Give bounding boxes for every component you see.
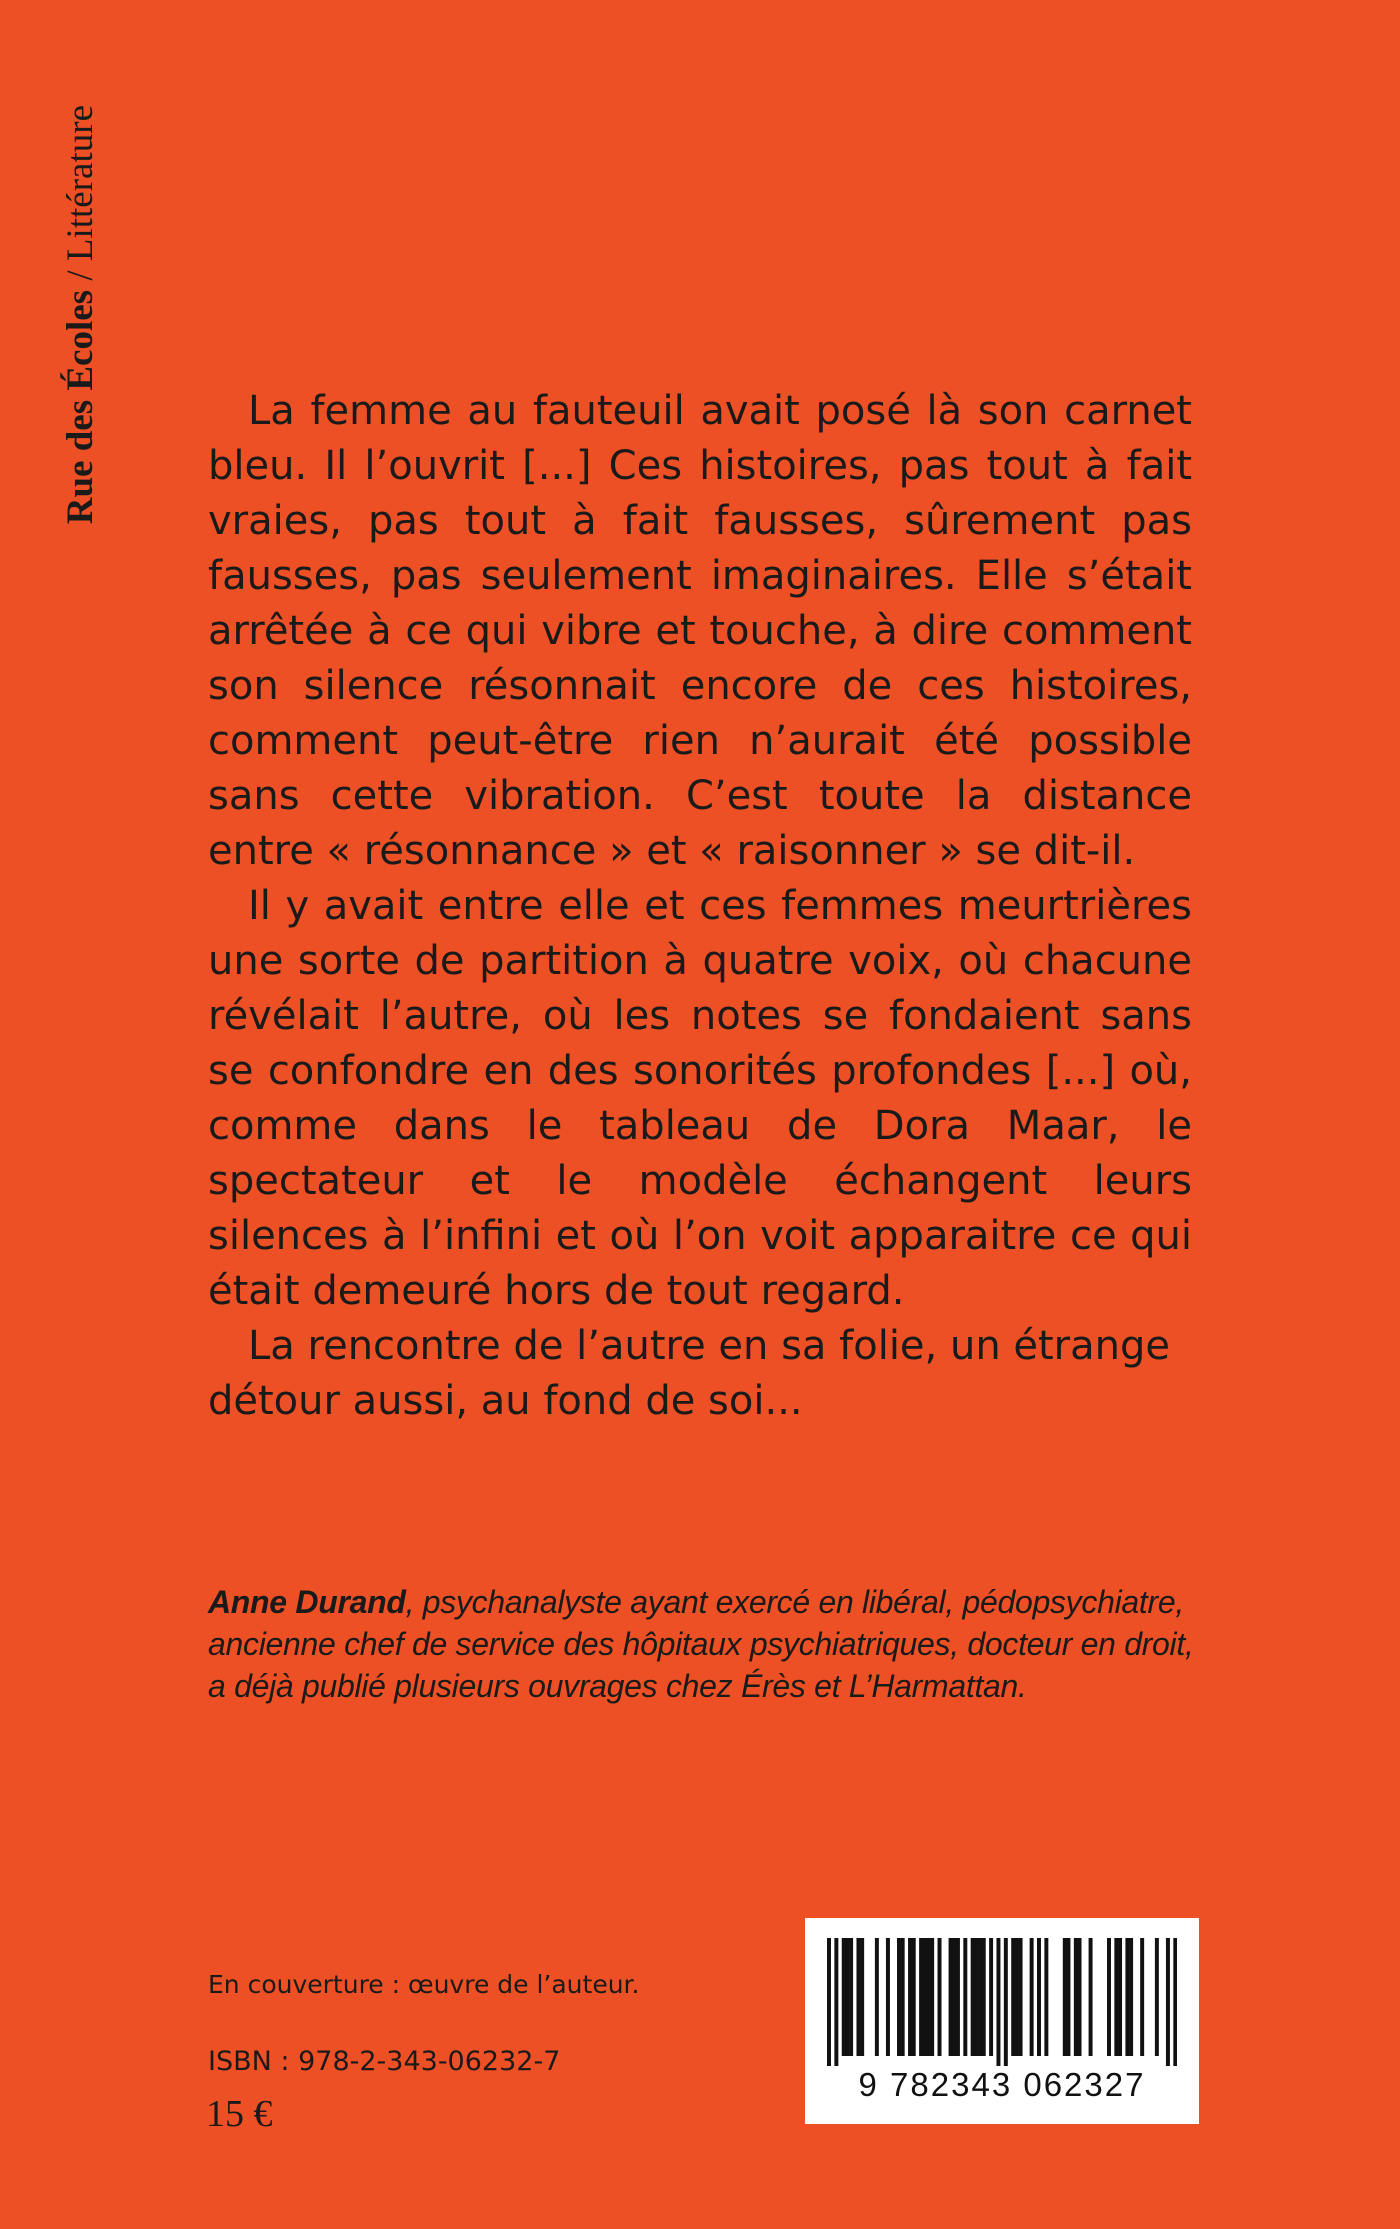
barcode — [805, 1918, 1199, 2124]
barcode-bar — [912, 1938, 916, 2056]
barcode-bar — [1125, 1938, 1129, 2056]
barcode-bar — [949, 1938, 953, 2056]
barcode-bar — [908, 1938, 912, 2056]
barcode-bars — [827, 1938, 1177, 2066]
blurb-paragraph-2: Il y avait entre elle et ces femmes meurtrières une sorte de partition à quatre voix, où chacune révélait l’autre, où les notes se fondaient sans se confondre en des sonorités profondes [...] où, comme dans le tableau de Dora Maar, le spectateur et le modèle échangent leurs silences à l’infini et où l’on voit apparaitre ce qui était demeuré hors de tout regard. — [208, 883, 1192, 1314]
barcode-bar — [1004, 1938, 1008, 2066]
barcode-bar — [1063, 1938, 1067, 2056]
barcode-bar — [1011, 1938, 1015, 2056]
spine-text — [46, 105, 116, 625]
blurb-paragraph-3: La rencontre de l’autre en sa folie, un étrange détour aussi, au fond de soi... — [208, 1323, 1170, 1424]
barcode-bar — [930, 1938, 934, 2056]
barcode-bar — [952, 1938, 956, 2056]
barcode-bar — [1074, 1938, 1078, 2056]
barcode-bar — [1118, 1938, 1122, 2056]
barcode-bar — [886, 1938, 890, 2056]
barcode-bar — [1089, 1938, 1093, 2056]
barcode-bar — [1030, 1938, 1034, 2056]
barcode-bar — [856, 1938, 860, 2056]
barcode-bar — [1107, 1938, 1111, 2056]
barcode-bar — [1044, 1938, 1048, 2056]
barcode-bar — [938, 1938, 942, 2056]
barcode-bar — [1015, 1938, 1019, 2056]
barcode-bar — [860, 1938, 864, 2056]
blurb — [208, 384, 1192, 1429]
barcode-bar — [926, 1938, 930, 2056]
isbn: ISBN : 978-2-343-06232-7 — [208, 2046, 561, 2077]
barcode-bar — [963, 1938, 967, 2056]
cover-credit: En couverture : œuvre de l’auteur. — [208, 1970, 640, 1999]
barcode-bar — [1129, 1938, 1133, 2056]
barcode-bar — [974, 1938, 978, 2056]
barcode-bar — [849, 1938, 853, 2056]
barcode-bar — [1140, 1938, 1144, 2056]
barcode-bar — [956, 1938, 960, 2056]
author-bio — [208, 1581, 1200, 1707]
series-name: Rue des Écoles — [60, 289, 101, 525]
barcode-bar — [901, 1938, 905, 2056]
spine-separator: / — [60, 261, 101, 290]
author-name: Anne Durand — [208, 1584, 406, 1620]
barcode-bar — [875, 1938, 879, 2056]
barcode-bar — [1019, 1938, 1023, 2056]
author-bio-text: , psychanalyste ayant exercé en libéral, pédopsychiatre, ancienne chef de service des hôpitaux psychiatriques, docteur en droit, a déjà publié plusieurs ouvrages chez Érès et L’Harmattan. — [208, 1584, 1194, 1704]
barcode-bar — [923, 1938, 927, 2056]
barcode-bar — [897, 1938, 901, 2056]
barcode-bar — [989, 1938, 993, 2056]
barcode-bar — [827, 1938, 831, 2066]
barcode-bar — [919, 1938, 923, 2056]
barcode-bar — [834, 1938, 838, 2066]
barcode-bar — [1166, 1938, 1170, 2066]
collection-name: Littérature — [60, 105, 101, 262]
spine-label — [46, 105, 116, 625]
barcode-bar — [982, 1938, 986, 2056]
barcode-bar — [845, 1938, 849, 2056]
blurb-paragraph-1: La femme au fauteuil avait posé là son carnet bleu. Il l’ouvrit [...] Ces histoires, pas tout à fait vraies, pas tout à fait fausses, sûrement pas fausses, pas seulement imaginaires. Elle s’était arrêtée à ce qui vibre et touche, à dire comment son silence résonnait encore de ces histoires, comment peut-être rien n’aurait été possible sans cette vibration. C’est toute la distance entre « résonnance » et « raisonner » se dit-il. — [208, 388, 1192, 874]
barcode-bar — [842, 1938, 846, 2056]
barcode-bar — [1114, 1938, 1118, 2056]
barcode-bar — [978, 1938, 982, 2056]
price: 15 € — [206, 2093, 273, 2135]
barcode-bar — [1155, 1938, 1159, 2056]
barcode-digits: 9 782343 062327 — [858, 2066, 1146, 2103]
barcode-bar — [1078, 1938, 1082, 2056]
barcode-bar — [1037, 1938, 1041, 2056]
barcode-bar — [971, 1938, 975, 2056]
barcode-bar — [1066, 1938, 1070, 2056]
barcode-bar — [996, 1938, 1000, 2066]
barcode-bar — [1173, 1938, 1177, 2066]
